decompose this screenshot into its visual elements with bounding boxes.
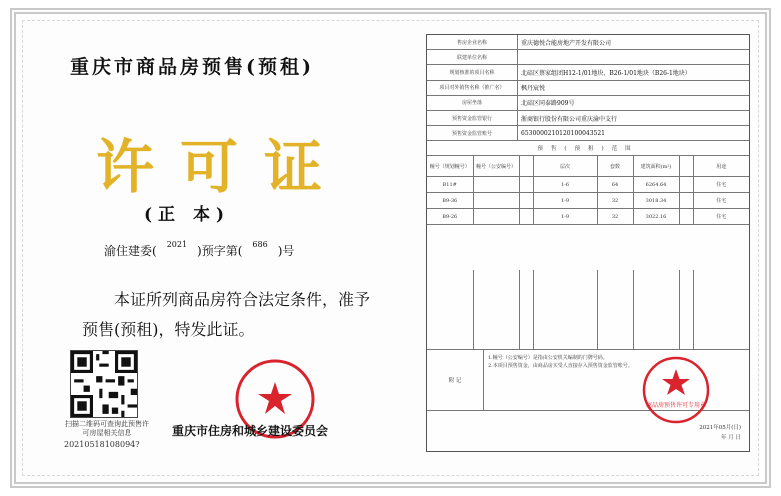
- info-row-partner: 联建单位名称: [427, 50, 749, 65]
- issuer-name: 重庆市住房和城乡建设委员会: [172, 424, 329, 438]
- qr-caption: 扫描二维码可查询此预售许可房屋相关信息: [65, 420, 149, 437]
- info-row-promo-name: 项目对外销售名称（推广名） 枫丹宸悦: [427, 81, 749, 96]
- presale-seal-icon: [641, 355, 711, 425]
- info-row-bank: 预售资金监管银行 浙商银行股份有限公司重庆渝中支行: [427, 111, 749, 126]
- permit-big-title: 许可证: [96, 133, 349, 201]
- qr-serial: 20210518108094?: [64, 440, 140, 449]
- info-row-project: 规划核准的项目名称 北碚区蔡家组团H12-1/01地块、B26-1/01地块（B26-1地块）: [427, 65, 749, 80]
- units-table: [427, 156, 749, 225]
- notes-text: 1.幢号（公安编号）是指由公安机关编制的门牌号码。 2.本项目预售资金，由商品房买受人直接存入预售资金监管账号。: [488, 355, 633, 369]
- table-row: B9-36 1-9 32 3018.34 住宅: [427, 193, 749, 209]
- permit-year: 2021: [166, 240, 188, 249]
- notes-label: 附 记: [427, 350, 484, 410]
- svg-text:商品房预售许可专用章: 商品房预售许可专用章: [645, 402, 707, 409]
- info-row-account: 预售资金监管账号 6530000210120100043521: [427, 126, 749, 141]
- issue-date: 2021年05月(日) 年 月 日: [699, 425, 741, 441]
- permit-serial: 686: [252, 240, 268, 249]
- info-row-location: 房屋坐落 北碚区同泰路909号: [427, 96, 749, 111]
- info-rows: [427, 35, 749, 141]
- blank-rows: [427, 270, 749, 350]
- sale-scope-header: 预售(预租)范围: [427, 141, 749, 156]
- certificate-body-text: 本证所列商品房符合法定条件，准予预售(预租)，特发此证。: [82, 290, 371, 339]
- left-panel: [24, 30, 404, 460]
- certificate-title: 重庆市商品房预售(预租): [70, 56, 314, 78]
- table-row: B9-26 1-9 32 3022.16 住宅: [427, 209, 749, 225]
- permit-number: 渝住建委( $^{2021}$ )预字第( $^{686}$ )号: [104, 240, 295, 258]
- units-header-row: 幢号（规划幢号） 幢号（公安编号） 层次 套数 建筑面积(m²) 用途: [427, 156, 749, 177]
- table-row: B11# 1-6 64 6264.64 住宅: [427, 177, 749, 193]
- qr-code[interactable]: [70, 350, 138, 418]
- info-row-company: 售房企业名称 重庆德悦合能房地产开发有限公司: [427, 35, 749, 50]
- copy-type: (正 本): [144, 205, 231, 225]
- permit-detail-table: [426, 34, 750, 452]
